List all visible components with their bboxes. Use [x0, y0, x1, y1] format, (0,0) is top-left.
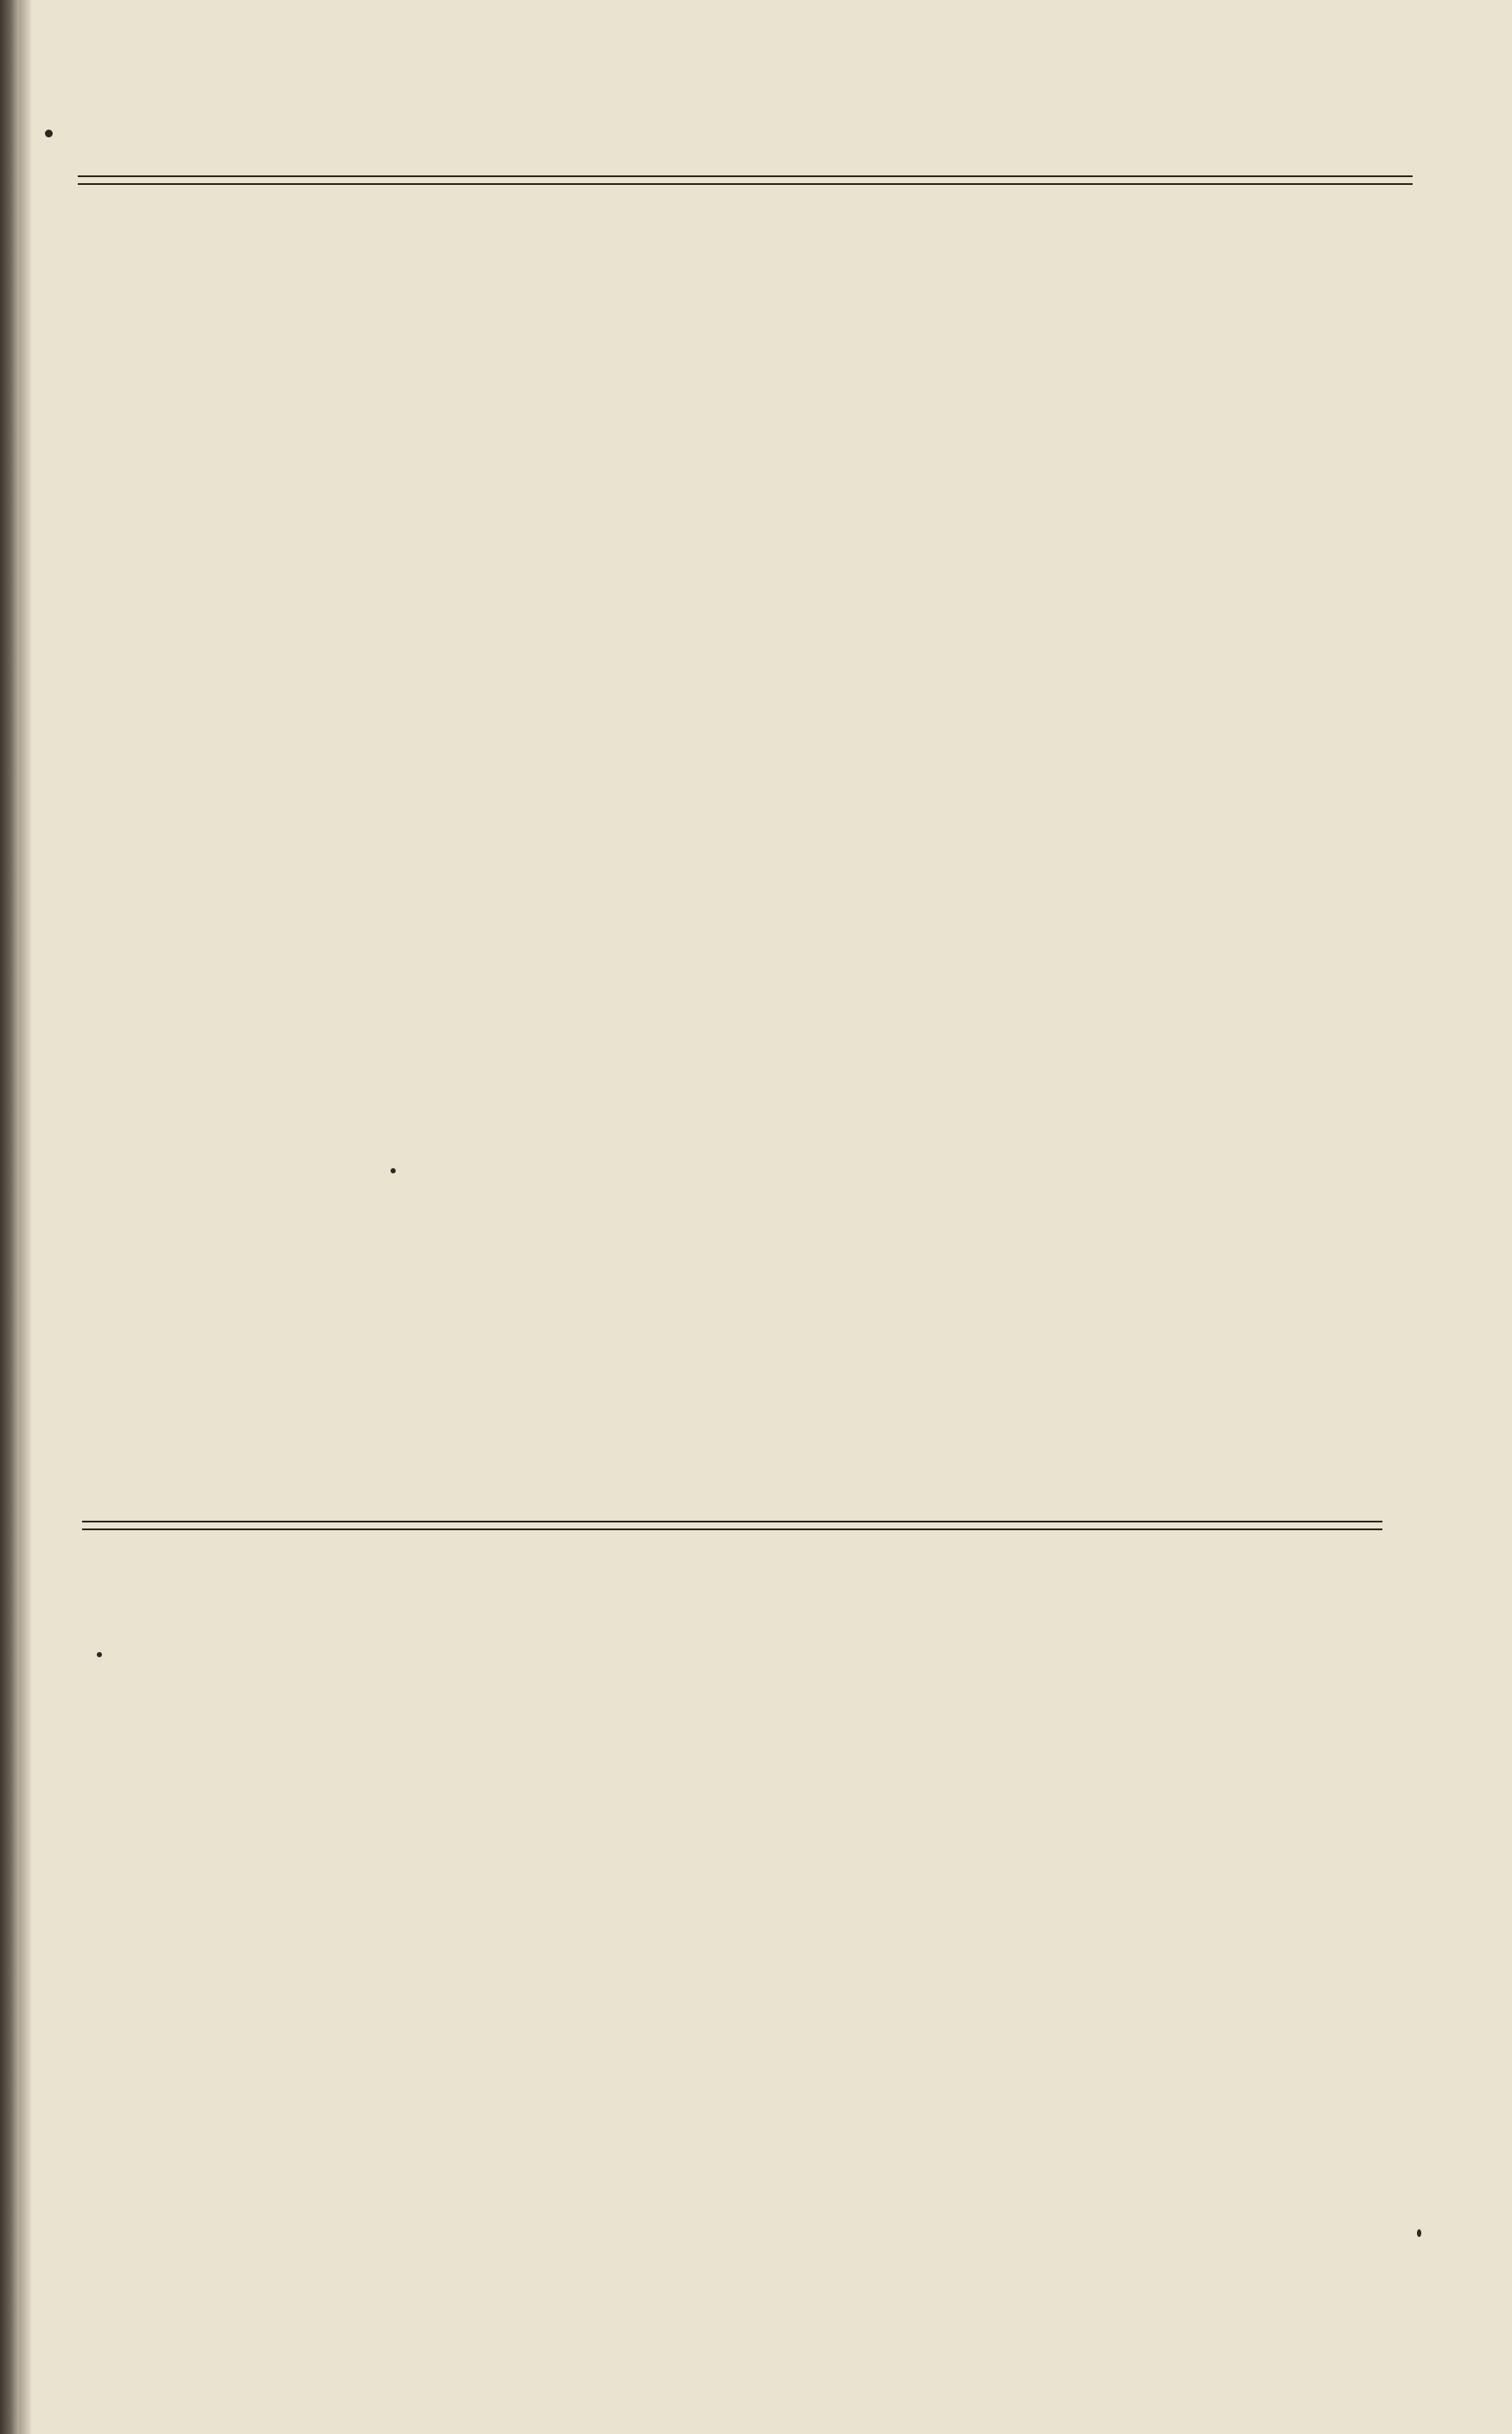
book-spine-shadow [0, 0, 19, 2434]
top-double-rule [78, 175, 1413, 185]
page-gutter [19, 0, 31, 2434]
ink-speck [1417, 2229, 1421, 2237]
bottom-double-rule [82, 1521, 1382, 1530]
ink-speck [391, 1168, 396, 1173]
ink-speck [45, 130, 53, 137]
ink-speck [97, 1652, 102, 1657]
